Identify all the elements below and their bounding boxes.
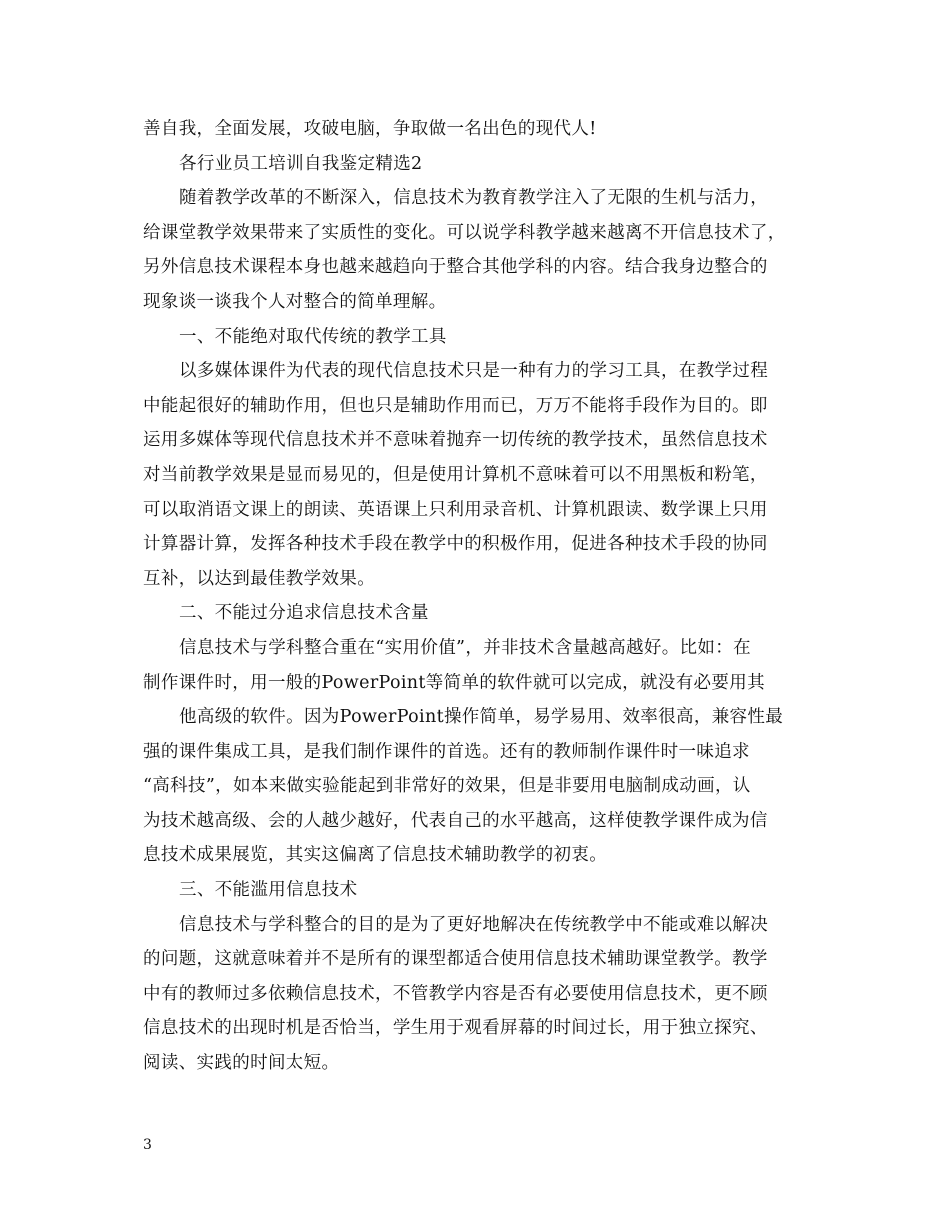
document-body (143, 112, 823, 1081)
heading-two: 二、不能过分追求信息技术含量 (179, 603, 429, 624)
text-line-22: 息技术成果展览，其实这偏离了信息技术辅助教学的初衷。 (143, 845, 608, 866)
text-line-14: 互补，以达到最佳教学效果。 (143, 568, 376, 589)
text-line-11: 对当前教学效果是显而易见的，但是使用计算机不意味着可以不用黑板和粉笔， (143, 464, 768, 485)
text-line-4: 给课堂教学效果带来了实质性的变化。可以说学科教学越来越离不开信息技术了， (143, 222, 786, 243)
text-line-3: 随着教学改革的不断深入，信息技术为教育教学注入了无限的生机与活力， (179, 188, 769, 209)
text-line-20: “高科技”，如本来做实验能起到非常好的效果，但是非要用电脑制成动画，认 (143, 776, 751, 797)
heading-three: 三、不能滥用信息技术 (179, 880, 358, 901)
text-line-18: 他高级的软件。因为PowerPoint操作简单，易学易用、效率很高，兼容性最 (179, 707, 784, 728)
text-line-5: 另外信息技术课程本身也越来越趋向于整合其他学科的内容。结合我身边整合的 (143, 257, 768, 278)
text-line-8: 以多媒体课件为代表的现代信息技术只是一种有力的学习工具，在教学过程 (179, 361, 769, 382)
section-title: 各行业员工培训自我鉴定精选2 (179, 153, 423, 174)
text-line-6: 现象谈一谈我个人对整合的简单理解。 (143, 291, 447, 312)
text-line-24: 信息技术与学科整合的目的是为了更好地解决在传统教学中不能或难以解决 (179, 914, 769, 935)
text-line-21: 为技术越高级、会的人越少越好，代表自己的水平越高，这样使教学课件成为信 (143, 810, 768, 831)
text-line-19: 强的课件集成工具，是我们制作课件的首选。还有的教师制作课件时一味追求 (143, 741, 750, 762)
text-line-9: 中能起很好的辅助作用，但也只是辅助作用而已，万万不能将手段作为目的。即 (143, 395, 768, 416)
text-line-13: 计算器计算，发挥各种技术手段在教学中的积极作用，促进各种技术手段的协同 (143, 534, 768, 555)
text-line-26: 中有的教师过多依赖信息技术，不管教学内容是否有必要使用信息技术，更不顾 (143, 983, 768, 1004)
text-line-1: 善自我，全面发展，攻破电脑，争取做一名出色的现代人! (143, 119, 597, 139)
text-line-17: 制作课件时，用一般的PowerPoint等简单的软件就可以完成，就没有必要用其 (143, 672, 765, 693)
text-line-16: 信息技术与学科整合重在“实用价值”，并非技术含量越高越好。比如：在 (179, 637, 751, 658)
text-line-27: 信息技术的出现时机是否恰当，学生用于观看屏幕的时间过长，用于独立探究、 (143, 1018, 768, 1039)
page-number: 3 (143, 1137, 152, 1153)
text-line-12: 可以取消语文课上的朗读、英语课上只利用录音机、计算机跟读、数学课上只用 (143, 499, 768, 520)
text-line-25: 的问题，这就意味着并不是所有的课型都适合使用信息技术辅助课堂教学。教学 (143, 949, 768, 970)
text-line-28: 阅读、实践的时间太短。 (143, 1053, 340, 1074)
heading-one: 一、不能绝对取代传统的教学工具 (179, 326, 447, 347)
text-line-10: 运用多媒体等现代信息技术并不意味着抛弃一切传统的教学技术，虽然信息技术 (143, 430, 768, 451)
